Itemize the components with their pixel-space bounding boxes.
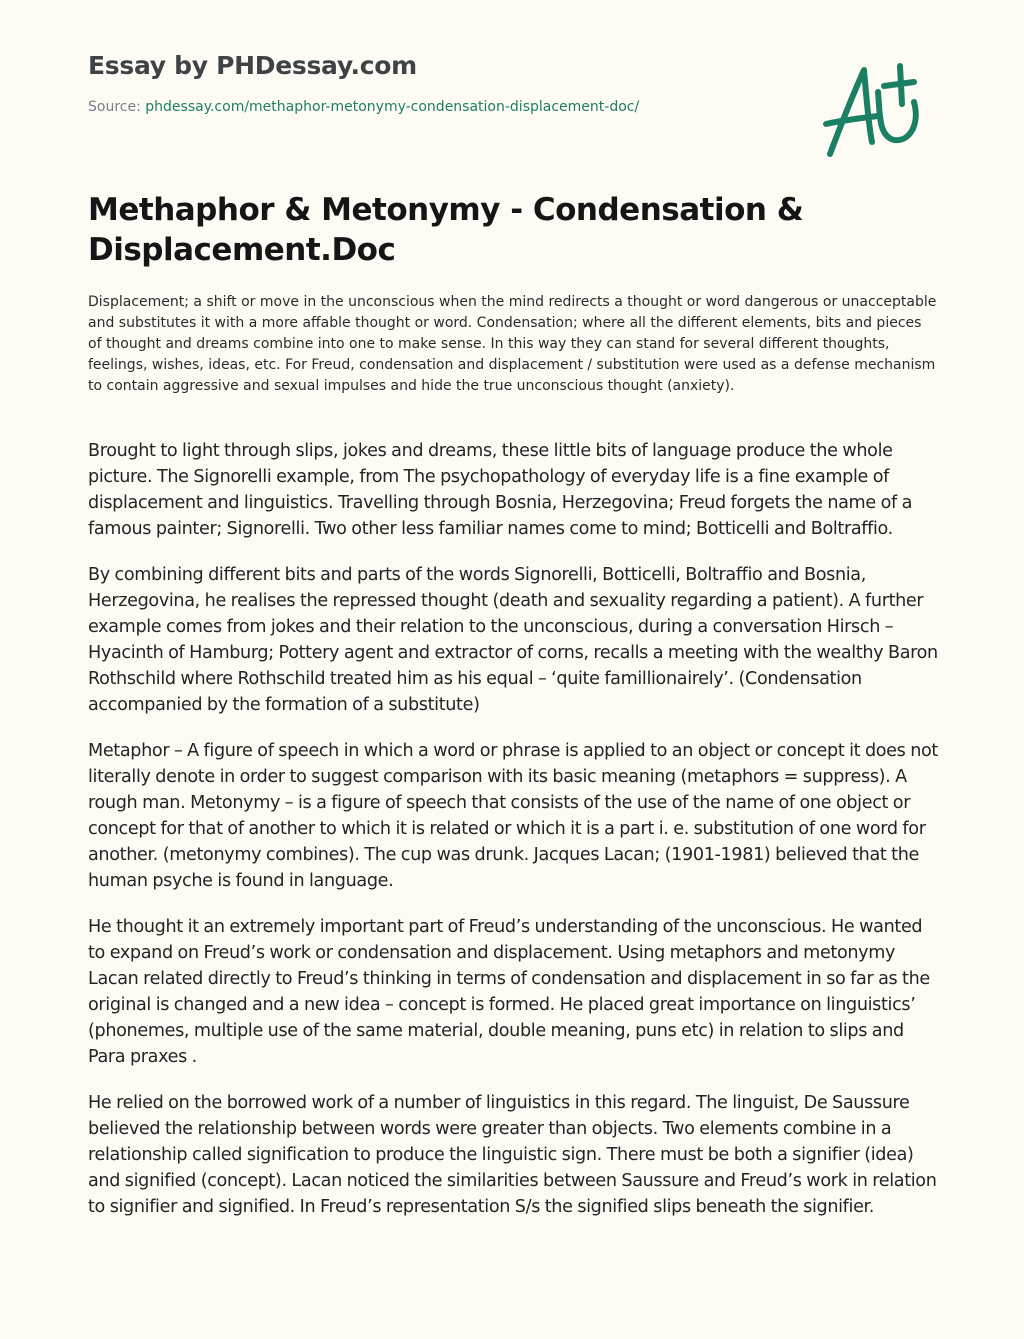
a-plus-grade-icon [822,62,932,162]
document-intro: Displacement; a shift or move in the unconscious when the mind redirects a thought or word dangerous or unacceptable and substitutes it with a more affable thought or word. Condensation; where all the different elements, bits and pieces of thought and dreams combine into one to make sense. In this way they can stand for several different thoughts, feelings, wishes, ideas, etc. For Freud, condensation and displacement / substitution were used as a defense mechanism to contain aggressive and sexual impulses and hide the true unconscious thought (anxiety). [88,294,937,394]
body-paragraph: By combining different bits and parts of the words Signorelli, Botticelli, Boltraffio and Bosnia, Herzegovina, he realises the repressed thought (death and sexuality regarding a patient). A further example comes from jokes and their relation to the unconscious, during a conversation Hirsch – Hyacinth of Hamburg; Pottery agent and extractor of corns, recalls a meeting with the wealthy Baron Rothschild where Rothschild treated him as his equal – ‘quite famillionairely’. (Condensation accompanied by the formation of a substitute) [88,565,938,715]
body-paragraph: Metaphor – A figure of speech in which a word or phrase is applied to an object or concept it does not literally denote in order to suggest comparison with its basic meaning (metaphors = suppress). A rough man. Metonymy – is a figure of speech that consists of the use of the name of one object or concept for that of another to which it is related or which it is a part i. e. substitution of one word for another. (metonymy combines). The cup was drunk. Jacques Lacan; (1901-1981) believed that the human psyche is found in language. [88,741,938,891]
source-line [88,98,788,116]
document-body [88,438,940,1240]
body-paragraph: He thought it an extremely important part of Freud’s understanding of the unconscious. He wanted to expand on Freud’s work or condensation and displacement. Using metaphors and metonymy Lacan related directly to Freud’s thinking in terms of condensation and displacement in so far as the original is changed and a new idea – concept is formed. He placed great importance on linguistics’ (phonemes, multiple use of the same material, double meaning, puns etc) in relation to slips and Para praxes . [88,917,930,1067]
source-link[interactable]: phdessay.com/methaphor-metonymy-condensation-displacement-doc/ [145,99,640,115]
page-header [88,50,788,116]
source-label: Source: [88,99,146,115]
document-title: Methaphor & Metonymy - Condensation & Displacement.Doc [88,192,804,268]
body-paragraph: Brought to light through slips, jokes and dreams, these little bits of language produce the whole picture. The Signorelli example, from The psychopathology of everyday life is a fine example of displacement and linguistics. Travelling through Bosnia, Herzegovina; Freud forgets the name of a famous painter; Signorelli. Two other less familiar names come to mind; Botticelli and Boltraffio. [88,441,912,539]
brand-title: Essay by PHDessay.com [88,51,417,80]
body-paragraph: He relied on the borrowed work of a number of linguistics in this regard. The linguist, De Saussure believed the relationship between words were greater than objects. Two elements combine in a relationship called signification to produce the linguistic sign. There must be both a signifier (idea) and signified (concept). Lacan noticed the similarities between Saussure and Freud’s work in relation to signifier and signified. In Freud’s representation S/s the signified slips beneath the signifier. [88,1093,937,1217]
